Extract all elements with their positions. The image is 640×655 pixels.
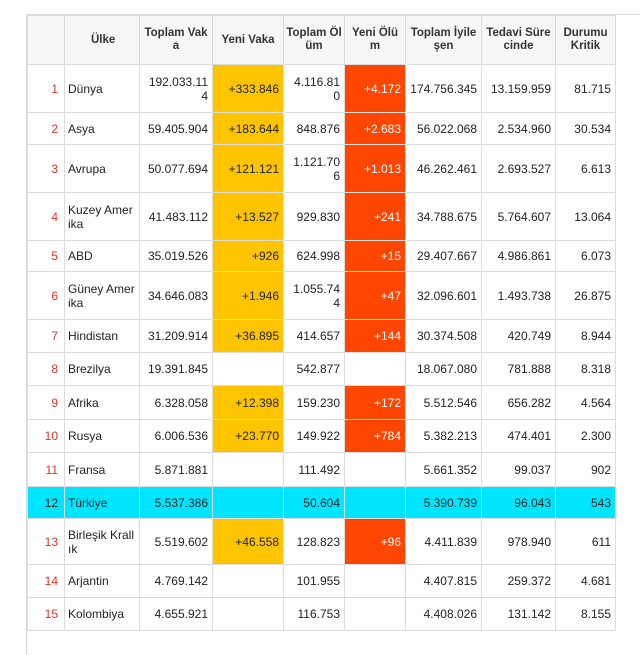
critical-cases-cell: 8.155 <box>556 598 616 631</box>
table-row[interactable] <box>28 386 616 420</box>
country-cell: Brezilya <box>65 353 140 386</box>
total-deaths-cell: 848.876 <box>284 113 345 145</box>
total-cases-cell: 35.019.526 <box>140 241 213 272</box>
new-cases-cell <box>213 353 284 386</box>
country-cell: Avrupa <box>65 145 140 193</box>
new-cases-cell <box>213 453 284 487</box>
covid-stats-table-container <box>26 14 640 655</box>
active-cases-cell: 1.493.738 <box>482 272 556 320</box>
total-deaths-cell: 128.823 <box>284 519 345 565</box>
total-cases-cell: 5.871.881 <box>140 453 213 487</box>
total-cases-cell: 4.655.921 <box>140 598 213 631</box>
table-row[interactable] <box>28 113 616 145</box>
total-recovered-cell: 5.390.739 <box>406 487 482 519</box>
active-cases-cell: 656.282 <box>482 386 556 420</box>
active-cases-cell: 420.749 <box>482 320 556 353</box>
column-header-index <box>28 16 65 65</box>
critical-cases-cell: 13.064 <box>556 193 616 241</box>
row-index: 8 <box>28 353 65 386</box>
column-header-total-recovered[interactable]: Toplam İyileşen <box>406 16 482 65</box>
total-deaths-cell: 929.830 <box>284 193 345 241</box>
country-cell: Afrika <box>65 386 140 420</box>
table-row[interactable] <box>28 453 616 487</box>
total-recovered-cell: 56.022.068 <box>406 113 482 145</box>
total-deaths-cell: 1.055.744 <box>284 272 345 320</box>
total-recovered-cell: 174.756.345 <box>406 65 482 113</box>
new-deaths-cell: +144 <box>345 320 406 353</box>
total-cases-cell: 34.646.083 <box>140 272 213 320</box>
total-cases-cell: 4.769.142 <box>140 565 213 598</box>
total-deaths-cell: 1.121.706 <box>284 145 345 193</box>
table-header-row <box>28 16 616 65</box>
new-cases-cell: +121.121 <box>213 145 284 193</box>
table-row[interactable] <box>28 241 616 272</box>
total-cases-cell: 59.405.904 <box>140 113 213 145</box>
total-cases-cell: 6.328.058 <box>140 386 213 420</box>
row-index: 9 <box>28 386 65 420</box>
row-index: 2 <box>28 113 65 145</box>
row-index: 7 <box>28 320 65 353</box>
total-deaths-cell: 149.922 <box>284 420 345 453</box>
row-index: 10 <box>28 420 65 453</box>
country-cell: Türkiye <box>65 487 140 519</box>
table-row[interactable] <box>28 598 616 631</box>
total-cases-cell: 5.537.386 <box>140 487 213 519</box>
country-cell: Güney Amerika <box>65 272 140 320</box>
active-cases-cell: 781.888 <box>482 353 556 386</box>
column-header-active[interactable]: Tedavi Sürecinde <box>482 16 556 65</box>
table-row[interactable] <box>28 565 616 598</box>
total-recovered-cell: 5.512.546 <box>406 386 482 420</box>
table-row[interactable] <box>28 272 616 320</box>
active-cases-cell: 2.693.527 <box>482 145 556 193</box>
total-cases-cell: 192.033.114 <box>140 65 213 113</box>
row-index: 4 <box>28 193 65 241</box>
country-cell: Kolombiya <box>65 598 140 631</box>
new-cases-cell <box>213 565 284 598</box>
country-cell: Fransa <box>65 453 140 487</box>
total-cases-cell: 5.519.602 <box>140 519 213 565</box>
new-deaths-cell <box>345 598 406 631</box>
row-index: 5 <box>28 241 65 272</box>
table-row[interactable] <box>28 487 616 519</box>
total-cases-cell: 50.077.694 <box>140 145 213 193</box>
row-index: 12 <box>28 487 65 519</box>
new-deaths-cell: +784 <box>345 420 406 453</box>
critical-cases-cell: 2.300 <box>556 420 616 453</box>
total-deaths-cell: 159.230 <box>284 386 345 420</box>
total-cases-cell: 19.391.845 <box>140 353 213 386</box>
active-cases-cell: 4.986.861 <box>482 241 556 272</box>
total-recovered-cell: 29.407.667 <box>406 241 482 272</box>
row-index: 14 <box>28 565 65 598</box>
new-cases-cell: +1.946 <box>213 272 284 320</box>
critical-cases-cell: 8.318 <box>556 353 616 386</box>
total-recovered-cell: 5.661.352 <box>406 453 482 487</box>
total-cases-cell: 6.006.536 <box>140 420 213 453</box>
new-deaths-cell: +172 <box>345 386 406 420</box>
new-cases-cell <box>213 487 284 519</box>
total-deaths-cell: 414.657 <box>284 320 345 353</box>
total-recovered-cell: 4.408.026 <box>406 598 482 631</box>
table-row[interactable] <box>28 65 616 113</box>
critical-cases-cell: 6.073 <box>556 241 616 272</box>
total-recovered-cell: 34.788.675 <box>406 193 482 241</box>
row-index: 11 <box>28 453 65 487</box>
country-cell: ABD <box>65 241 140 272</box>
new-deaths-cell: +2.683 <box>345 113 406 145</box>
total-cases-cell: 41.483.112 <box>140 193 213 241</box>
total-recovered-cell: 30.374.508 <box>406 320 482 353</box>
row-index: 6 <box>28 272 65 320</box>
total-deaths-cell: 4.116.810 <box>284 65 345 113</box>
new-deaths-cell <box>345 453 406 487</box>
table-body <box>28 65 616 631</box>
total-deaths-cell: 116.753 <box>284 598 345 631</box>
new-deaths-cell <box>345 353 406 386</box>
new-deaths-cell: +96 <box>345 519 406 565</box>
critical-cases-cell: 81.715 <box>556 65 616 113</box>
critical-cases-cell: 30.534 <box>556 113 616 145</box>
row-index: 1 <box>28 65 65 113</box>
covid-stats-table <box>27 15 616 631</box>
total-recovered-cell: 46.262.461 <box>406 145 482 193</box>
table-row[interactable] <box>28 519 616 565</box>
active-cases-cell: 978.940 <box>482 519 556 565</box>
new-deaths-cell: +4.172 <box>345 65 406 113</box>
country-cell: Kuzey Amerika <box>65 193 140 241</box>
new-deaths-cell: +1.013 <box>345 145 406 193</box>
new-cases-cell: +13.527 <box>213 193 284 241</box>
table-row[interactable] <box>28 353 616 386</box>
total-deaths-cell: 542.877 <box>284 353 345 386</box>
new-deaths-cell <box>345 487 406 519</box>
table-row[interactable] <box>28 193 616 241</box>
total-recovered-cell: 18.067.080 <box>406 353 482 386</box>
new-deaths-cell <box>345 565 406 598</box>
active-cases-cell: 13.159.959 <box>482 65 556 113</box>
row-index: 3 <box>28 145 65 193</box>
active-cases-cell: 474.401 <box>482 420 556 453</box>
new-cases-cell: +183.644 <box>213 113 284 145</box>
critical-cases-cell: 4.564 <box>556 386 616 420</box>
critical-cases-cell: 611 <box>556 519 616 565</box>
total-deaths-cell: 101.955 <box>284 565 345 598</box>
critical-cases-cell: 902 <box>556 453 616 487</box>
active-cases-cell: 96.043 <box>482 487 556 519</box>
new-deaths-cell: +241 <box>345 193 406 241</box>
active-cases-cell: 259.372 <box>482 565 556 598</box>
new-cases-cell: +46.558 <box>213 519 284 565</box>
column-header-country[interactable]: Ülke <box>65 16 140 65</box>
table-row[interactable] <box>28 145 616 193</box>
active-cases-cell: 5.764.607 <box>482 193 556 241</box>
new-cases-cell: +926 <box>213 241 284 272</box>
total-deaths-cell: 111.492 <box>284 453 345 487</box>
critical-cases-cell: 8.944 <box>556 320 616 353</box>
country-cell: Dünya <box>65 65 140 113</box>
new-cases-cell: +23.770 <box>213 420 284 453</box>
column-header-total-cases[interactable]: Toplam Vaka <box>140 16 213 65</box>
active-cases-cell: 131.142 <box>482 598 556 631</box>
table-row[interactable] <box>28 420 616 453</box>
table-row[interactable] <box>28 320 616 353</box>
total-deaths-cell: 624.998 <box>284 241 345 272</box>
column-header-new-deaths[interactable]: Yeni Ölüm <box>345 16 406 65</box>
critical-cases-cell: 26.875 <box>556 272 616 320</box>
critical-cases-cell: 6.613 <box>556 145 616 193</box>
country-cell: Arjantin <box>65 565 140 598</box>
new-cases-cell: +36.895 <box>213 320 284 353</box>
row-index: 15 <box>28 598 65 631</box>
column-header-total-deaths[interactable]: Toplam Ölüm <box>284 16 345 65</box>
new-cases-cell: +12.398 <box>213 386 284 420</box>
column-header-new-cases[interactable]: Yeni Vaka <box>213 16 284 65</box>
country-cell: Hindistan <box>65 320 140 353</box>
country-cell: Asya <box>65 113 140 145</box>
column-header-critical[interactable]: Durumu Kritik <box>556 16 616 65</box>
new-cases-cell <box>213 598 284 631</box>
total-recovered-cell: 4.411.839 <box>406 519 482 565</box>
active-cases-cell: 99.037 <box>482 453 556 487</box>
total-recovered-cell: 4.407.815 <box>406 565 482 598</box>
country-cell: Birleşik Krallık <box>65 519 140 565</box>
new-cases-cell: +333.846 <box>213 65 284 113</box>
new-deaths-cell: +47 <box>345 272 406 320</box>
critical-cases-cell: 543 <box>556 487 616 519</box>
new-deaths-cell: +15 <box>345 241 406 272</box>
total-recovered-cell: 32.096.601 <box>406 272 482 320</box>
total-recovered-cell: 5.382.213 <box>406 420 482 453</box>
active-cases-cell: 2.534.960 <box>482 113 556 145</box>
total-deaths-cell: 50.604 <box>284 487 345 519</box>
total-cases-cell: 31.209.914 <box>140 320 213 353</box>
critical-cases-cell: 4.681 <box>556 565 616 598</box>
country-cell: Rusya <box>65 420 140 453</box>
row-index: 13 <box>28 519 65 565</box>
